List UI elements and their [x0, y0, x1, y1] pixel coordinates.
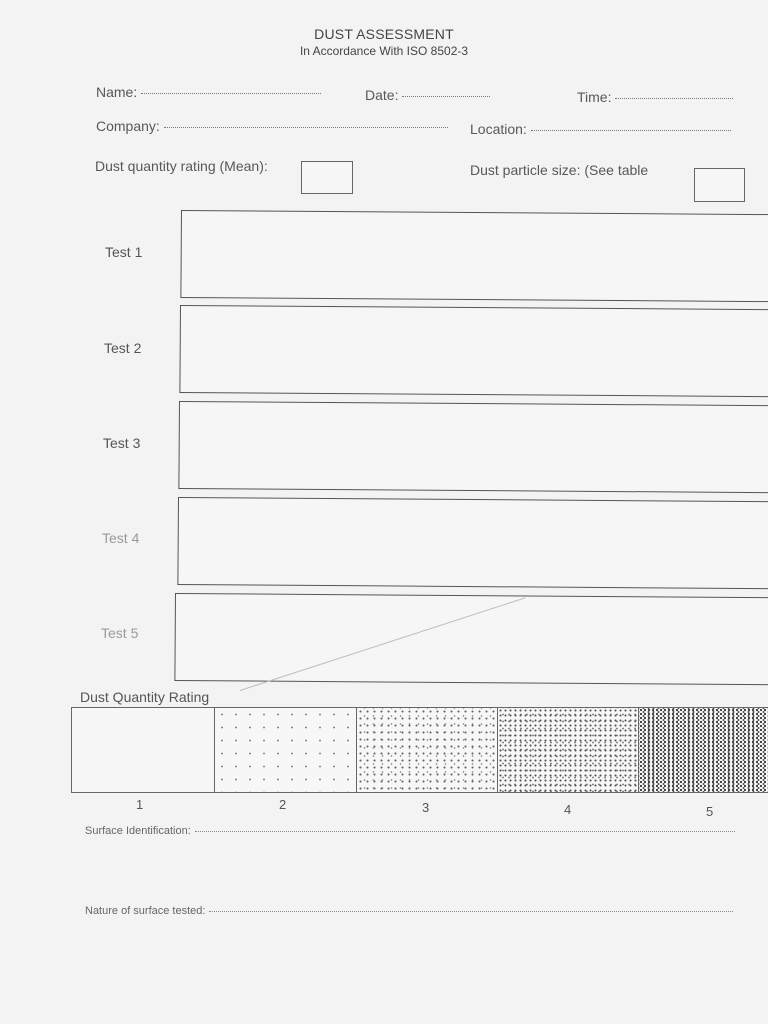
test-1-box[interactable]: [180, 210, 768, 302]
dust-quantity-mean-field: [95, 158, 268, 174]
dust-quantity-mean-box[interactable]: [301, 161, 353, 194]
dust-particle-size-box[interactable]: [694, 168, 745, 202]
company-field[interactable]: [96, 118, 448, 134]
test-2-label: Test 2: [104, 340, 142, 356]
test-5-label: Test 5: [101, 625, 139, 641]
rating-sample-3: [356, 707, 498, 793]
test-3-label: Test 3: [103, 435, 141, 451]
name-label: Name:: [96, 84, 138, 100]
date-field[interactable]: [365, 87, 490, 103]
surface-identification-line[interactable]: [195, 830, 735, 832]
test-2-box[interactable]: [179, 305, 768, 397]
test-5-box[interactable]: [174, 593, 768, 685]
time-field[interactable]: [577, 89, 733, 105]
time-label: Time:: [577, 89, 612, 105]
dust-quantity-mean-label: Dust quantity rating (Mean):: [95, 158, 268, 174]
name-line[interactable]: [141, 92, 321, 94]
nature-of-surface-field[interactable]: [85, 905, 733, 917]
date-line[interactable]: [402, 95, 490, 97]
date-label: Date:: [365, 87, 399, 103]
rating-sample-1: [71, 707, 215, 793]
test-3-box[interactable]: [178, 401, 768, 493]
location-label: Location:: [470, 121, 527, 137]
dust-quantity-rating-strip: [71, 707, 768, 793]
rating-number-2: 2: [279, 797, 287, 812]
nature-of-surface-label: Nature of surface tested:: [85, 905, 206, 917]
rating-number-1: 1: [136, 797, 144, 812]
location-line[interactable]: [531, 129, 731, 131]
form-subtitle: In Accordance With ISO 8502-3: [299, 44, 469, 58]
surface-identification-field[interactable]: [85, 825, 735, 837]
form-title: DUST ASSESSMENT: [314, 26, 454, 42]
rating-sample-4: [497, 707, 639, 793]
dust-particle-size-label: Dust particle size: (See table: [470, 162, 649, 178]
dust-quantity-rating-title: Dust Quantity Rating: [80, 689, 210, 705]
rating-number-3: 3: [422, 800, 430, 815]
dust-particle-size-field: [470, 162, 648, 178]
surface-identification-label: Surface Identification:: [85, 825, 191, 837]
test-4-box[interactable]: [177, 497, 768, 589]
test-1-label: Test 1: [105, 244, 143, 260]
nature-of-surface-line[interactable]: [209, 910, 733, 912]
rating-sample-2: [214, 707, 357, 793]
time-line[interactable]: [615, 97, 733, 99]
test-4-label: Test 4: [102, 530, 140, 546]
rating-number-4: 4: [564, 802, 572, 817]
rating-sample-5: [638, 707, 768, 793]
location-field[interactable]: [470, 121, 731, 137]
company-label: Company:: [96, 118, 160, 134]
rating-number-5: 5: [706, 804, 714, 819]
company-line[interactable]: [164, 126, 448, 128]
name-field[interactable]: [96, 84, 321, 100]
